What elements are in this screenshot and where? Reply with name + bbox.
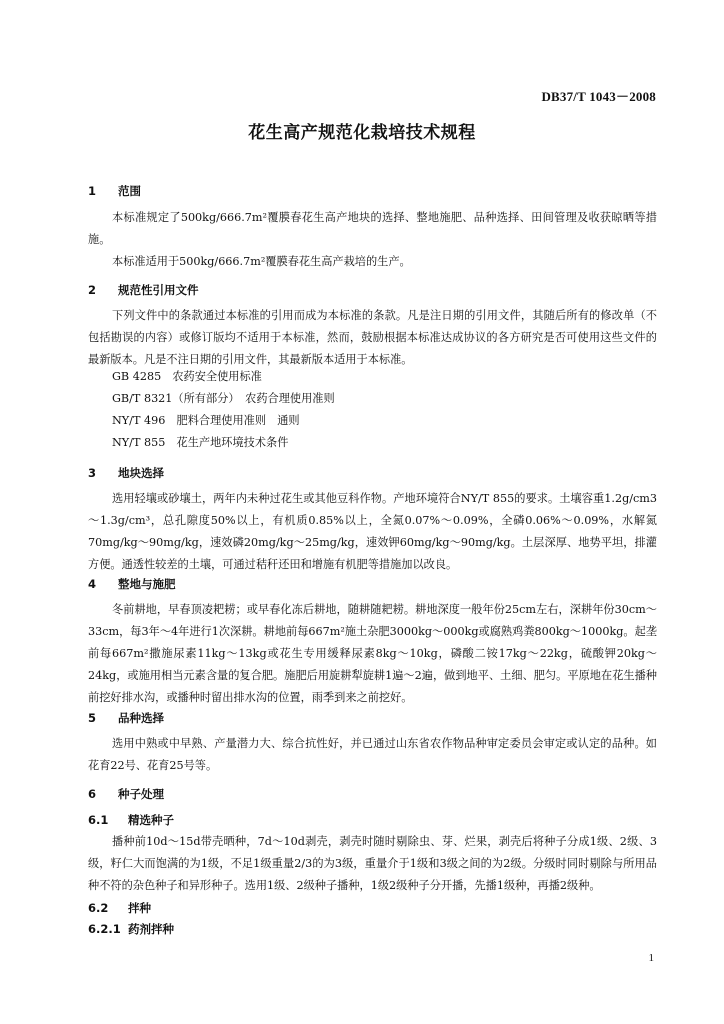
section-number: 4 bbox=[88, 577, 97, 591]
section-title: 药剂拌种 bbox=[128, 922, 174, 936]
reference-item: GB 4285 农药安全使用标准 bbox=[112, 370, 262, 383]
section-number: 6.1 bbox=[88, 813, 109, 827]
page-number: 1 bbox=[648, 952, 654, 964]
section-title: 整地与施肥 bbox=[118, 577, 176, 591]
section-number: 6.2.1 bbox=[88, 922, 121, 936]
reference-item: NY/T 496 肥料合理使用准则 通则 bbox=[112, 414, 300, 427]
section-title: 范围 bbox=[118, 184, 141, 198]
paragraph: 选用中熟或中早熟、产量潜力大、综合抗性好，并已通过山东省农作物品种审定委员会审定或认定的品种。如花育22号、花育25号等。 bbox=[88, 737, 657, 772]
reference-item: NY/T 855 花生产地环境技术条件 bbox=[112, 436, 289, 449]
section-heading-2 bbox=[88, 282, 199, 298]
section-heading-5 bbox=[88, 710, 164, 726]
section-heading-4 bbox=[88, 576, 176, 592]
section-title: 种子处理 bbox=[118, 787, 164, 801]
section-number: 1 bbox=[88, 184, 97, 198]
section-heading-3 bbox=[88, 465, 164, 481]
section-title: 拌种 bbox=[128, 901, 151, 915]
paragraph: 下列文件中的条款通过本标准的引用而成为本标准的条款。凡是注日期的引用文件，其随后所有的修改单（不包括勘误的内容）或修订版均不适用于本标准，然而，鼓励根据本标准达成协议的各方研究是否可使用这些文件的最新版本。凡是不注日期的引用文件，其最新版本适用于本标准。 bbox=[88, 309, 657, 366]
paragraph: 冬前耕地，早春顶凌耙耢；或早春化冻后耕地，随耕随耙耢。耕地深度一般年份25cm左右，深耕年份30cm～33cm，每3年～4年进行1次深耕。耕地前每667m²施土杂肥3000kg～000kg或腐熟鸡粪800kg～1000kg。起垄前每667m²撒施尿素11kg～13kg或花生专用缓释尿素8kg～10kg，磷酸二铵17kg～22kg，硫酸钾20kg～24kg，或施用相当元素含量的复合肥。施肥后用旋耕犁旋耕1遍～2遍，做到地平、土细、肥匀。平原地在花生播种前挖好排水沟，或播种时留出排水沟的位置，雨季到来之前挖好。 bbox=[88, 603, 657, 704]
section-title: 规范性引用文件 bbox=[118, 283, 199, 297]
section-heading-1 bbox=[88, 183, 141, 199]
subsection-heading-6-2 bbox=[88, 900, 151, 916]
subsection-heading-6-2-1 bbox=[88, 921, 174, 937]
section-title: 品种选择 bbox=[118, 711, 164, 725]
section-title: 地块选择 bbox=[118, 466, 164, 480]
section-number: 6 bbox=[88, 787, 97, 801]
section-number: 2 bbox=[88, 283, 97, 297]
section-number: 5 bbox=[88, 711, 97, 725]
section-title: 精选种子 bbox=[128, 813, 174, 827]
document-title: 花生高产规范化栽培技术规程 bbox=[248, 123, 476, 143]
paragraph: 本标准适用于500kg/666.7m²覆膜春花生高产栽培的生产。 bbox=[112, 255, 411, 268]
section-number: 6.2 bbox=[88, 901, 109, 915]
section-number: 3 bbox=[88, 466, 97, 480]
reference-item: GB/T 8321（所有部分） 农药合理使用准则 bbox=[112, 392, 335, 405]
subsection-heading-6-1 bbox=[88, 812, 174, 828]
paragraph: 播种前10d～15d带壳晒种，7d～10d剥壳，剥壳时随时剔除虫、芽、烂果，剥壳后将种子分成1级、2级、3级，籽仁大而饱满的为1级，不足1级重量2/3的为3级，重量介于1级和3级之间的为2级。分级时同时剔除与所用品种不符的杂色种子和异形种子。选用1级、2级种子播种，1级2级种子分开播，先播1级种，再播2级种。 bbox=[88, 835, 657, 892]
paragraph: 选用轻壤或砂壤土，两年内未种过花生或其他豆科作物。产地环境符合NY/T 855的要求。土壤容重1.2g/cm3～1.3g/cm³，总孔隙度50%以上，有机质0.85%以上，全氮0.07%～0.09%，全磷0.06%～0.09%，水解氮70mg/kg～90mg/kg，速效磷20mg/kg～25mg/kg，速效钾60mg/kg～90mg/kg。土层深厚、地势平坦，排灌方便。通透性较差的土壤，可通过秸秆还田和增施有机肥等措施加以改良。 bbox=[88, 492, 657, 571]
standard-code: DB37/T 1043－2008 bbox=[541, 89, 656, 104]
section-heading-6 bbox=[88, 786, 164, 802]
paragraph: 本标准规定了500kg/666.7m²覆膜春花生高产地块的选择、整地施肥、品种选择、田间管理及收获晾晒等措施。 bbox=[88, 211, 657, 246]
